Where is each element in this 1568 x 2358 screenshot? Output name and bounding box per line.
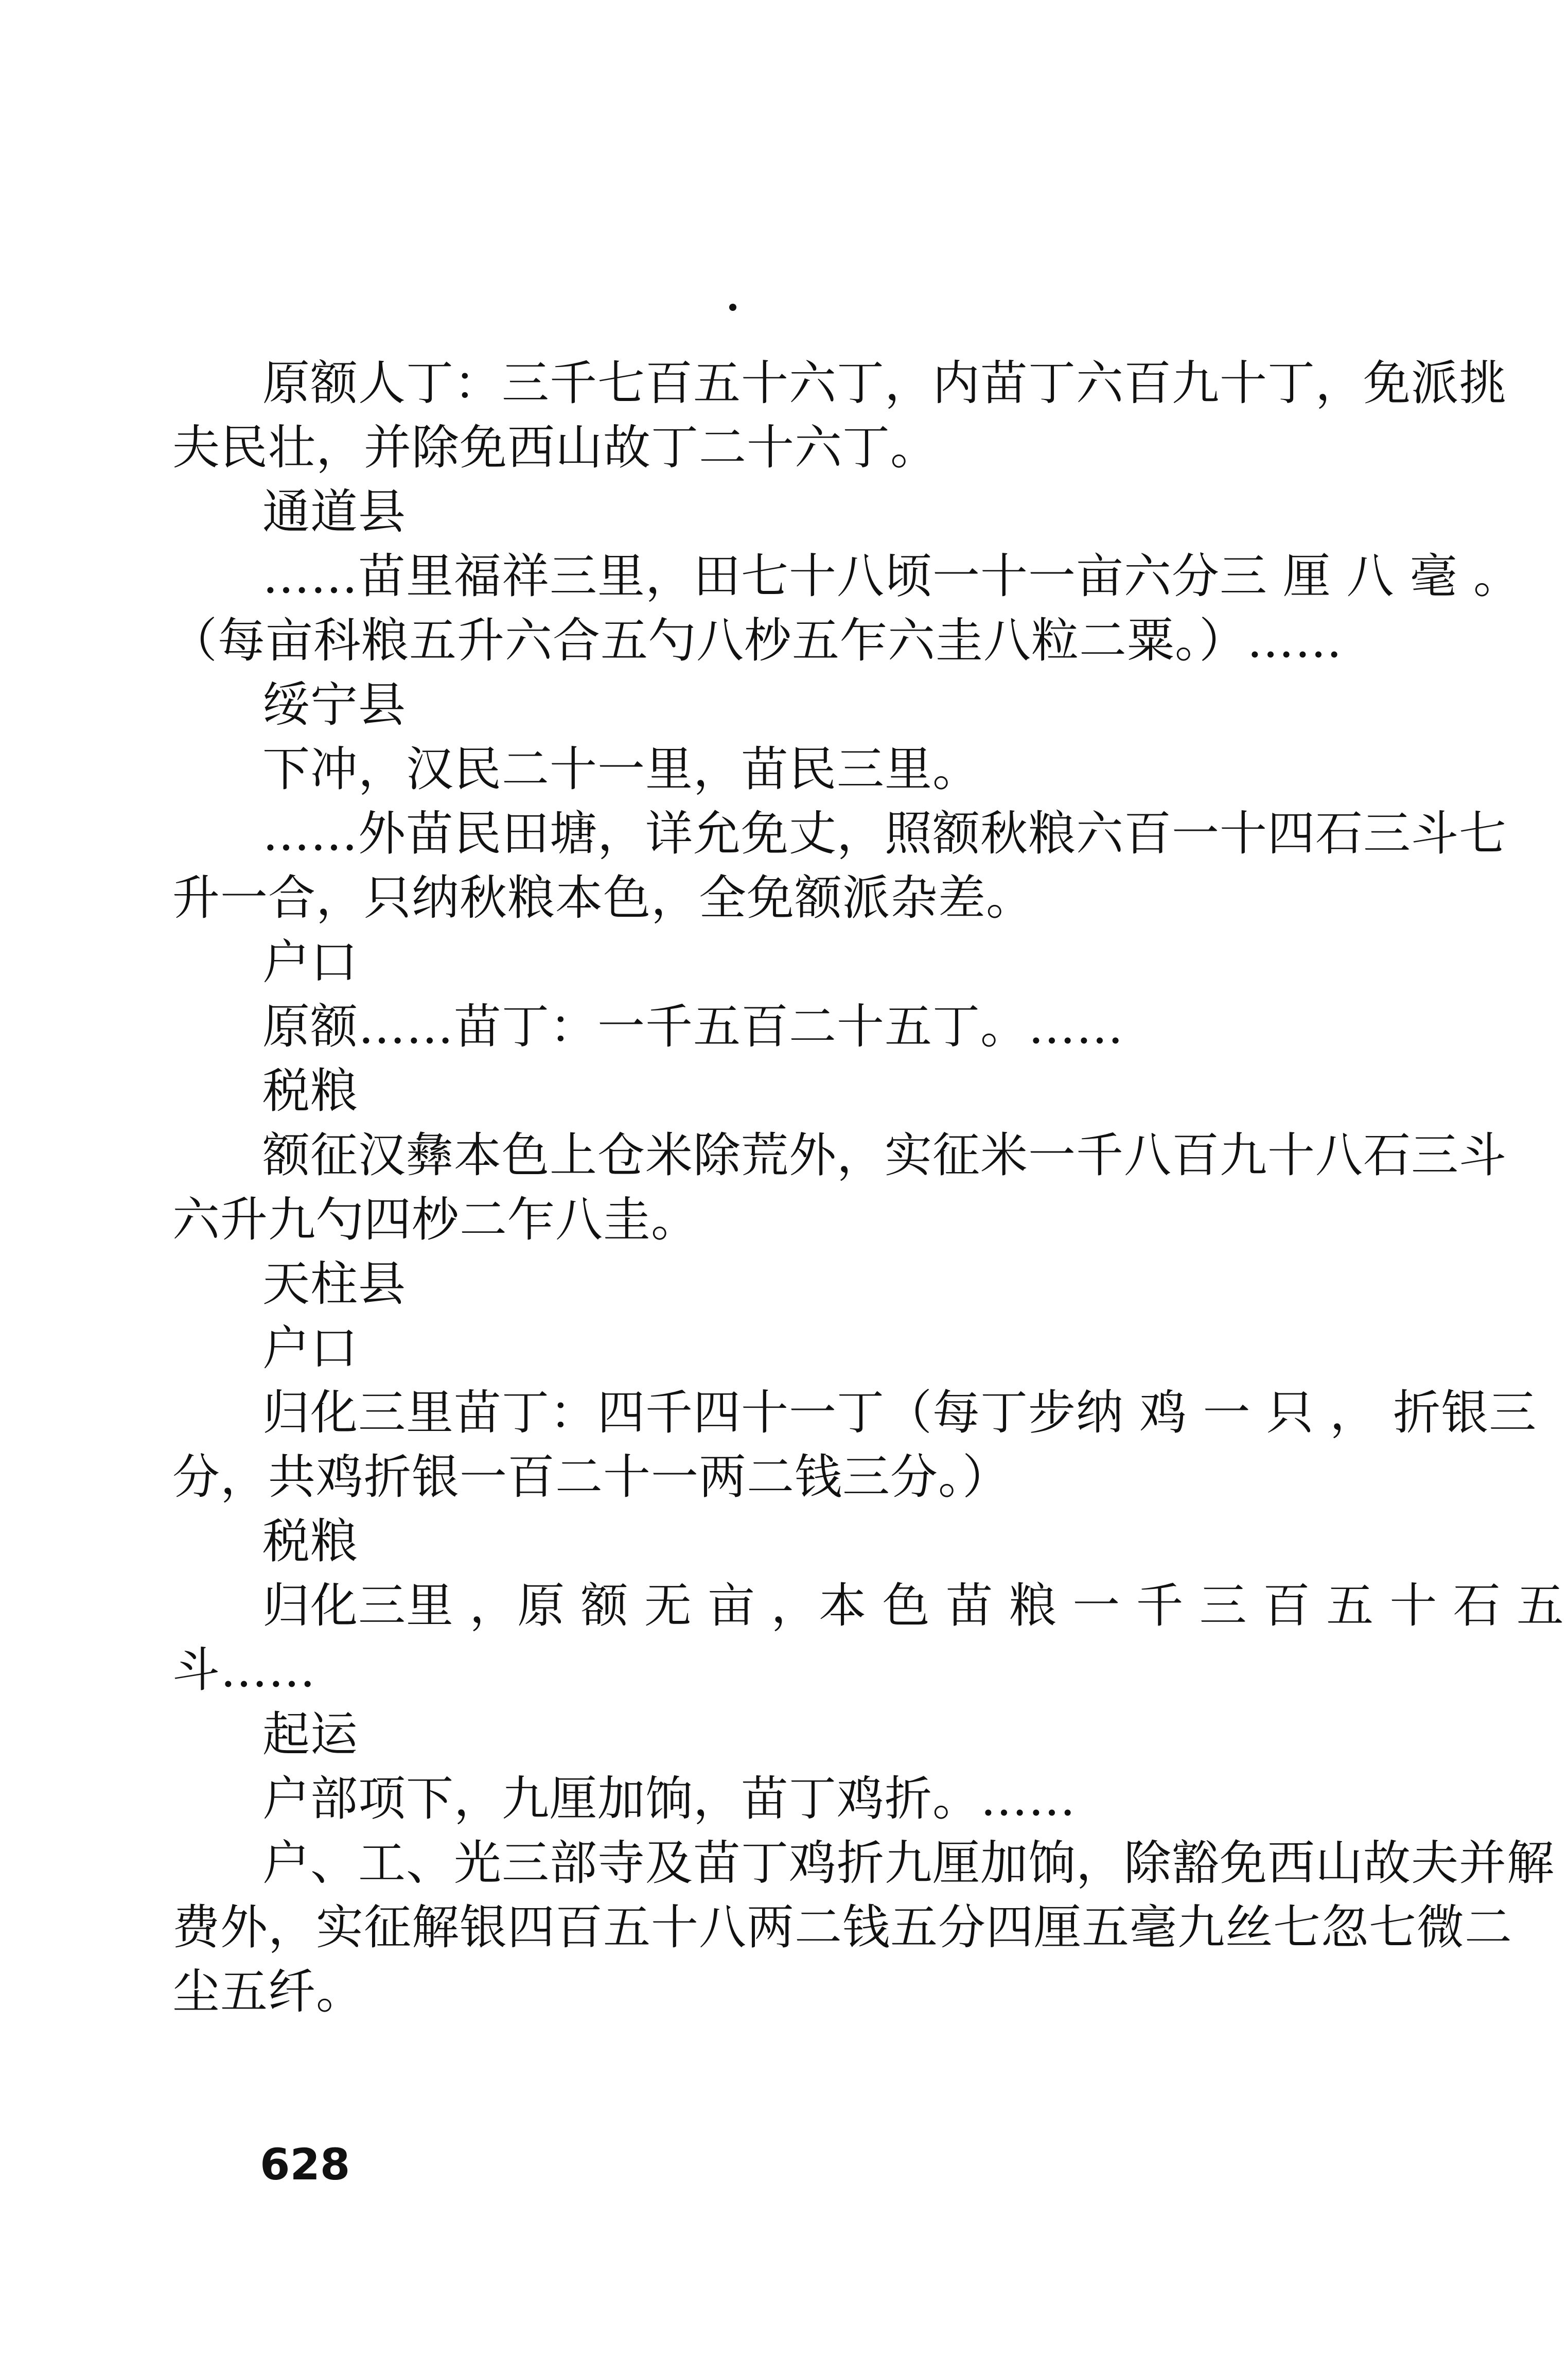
paragraph-line: ……苗里福祥三里，田七十八顷一十一亩六分三 厘 八 毫 。 [262, 549, 1521, 604]
paragraph-line: 升一合，只纳秋粮本色，全免额派杂差。 [172, 870, 1034, 925]
paragraph-line: 归化三里 ，原 额 无 亩 ，本 色 苗 粮 一 千 三 百 五 十 石 五 [262, 1578, 1564, 1633]
section-heading: 通道县 [262, 484, 407, 539]
paragraph-line: 户、工、光三部寺及苗丁鸡折九厘加饷，除豁免西山故夫并解 [262, 1836, 1555, 1891]
paragraph-line: 费外，实征解银四百五十八两二钱五分四厘五毫九丝七忽七微二 [172, 1900, 1513, 1955]
paragraph-line: 夫民壮，并除免西山故丁二十六丁。 [172, 420, 939, 475]
top-mark-dot [729, 304, 736, 311]
paragraph-line: 六升九勺四杪二乍八圭。 [172, 1192, 699, 1247]
paragraph-line: （每亩科粮五升六合五勺八杪五乍六圭八粒二粟。）…… [170, 613, 1343, 668]
section-heading: 绥宁县 [262, 677, 407, 732]
paragraph-line: 尘五纤。 [172, 1964, 364, 2019]
section-heading: 户口 [262, 1321, 359, 1376]
section-heading: 税粮 [262, 1063, 359, 1119]
paragraph-line: ……外苗民田塘，详允免丈，照额秋粮六百一十四石三斗七 [262, 806, 1507, 861]
paragraph-line: 归化三里苗丁：四千四十一丁（每丁步纳 鸡 一 只 ， 折银三 [262, 1385, 1537, 1440]
page-number: 628 [260, 2139, 350, 2190]
section-heading: 户口 [262, 935, 359, 990]
paragraph-line: 额征汉彝本色上仓米除荒外，实征米一千八百九十八石三斗 [262, 1128, 1507, 1183]
paragraph-line: 户部项下，九厘加饷，苗丁鸡折。…… [262, 1771, 1077, 1826]
paragraph-line: 原额人丁：三千七百五十六丁，内苗丁六百九十丁，免派挑 [262, 356, 1507, 411]
section-heading: 起运 [262, 1707, 359, 1762]
paragraph-line: 下冲，汉民二十一里，苗民三里。 [262, 742, 981, 797]
paragraph-line: 斗…… [172, 1643, 316, 1698]
section-heading: 天柱县 [262, 1256, 407, 1312]
section-heading: 税粮 [262, 1514, 359, 1569]
paragraph-line: 原额……苗丁：一千五百二十五丁。…… [262, 999, 1124, 1054]
paragraph-line: 分，共鸡折银一百二十一两二钱三分。） [172, 1449, 1011, 1505]
